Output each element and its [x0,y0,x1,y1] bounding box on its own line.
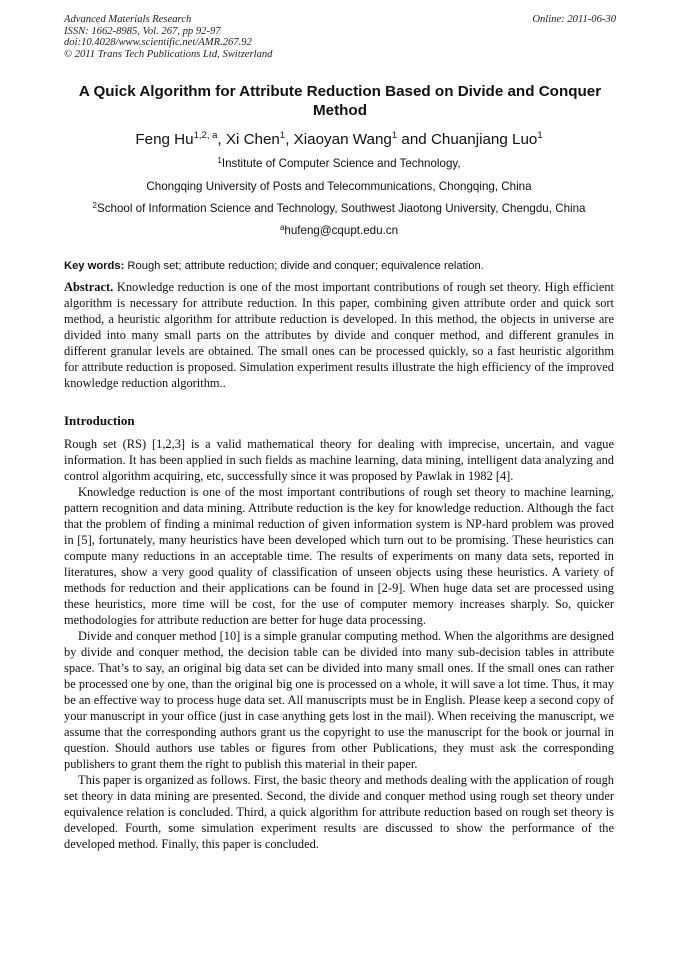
author-email [0,224,678,238]
affiliation-text: School of Information Science and Technology, Southwest Jiaotong University, Chengdu, China [96,202,586,215]
author-superscript: 1 [391,130,398,141]
author-list [0,131,678,149]
journal-name: Advanced Materials Research [64,14,192,25]
journal-header [64,14,616,60]
affiliation-text: Chongqing University of Posts and Telecommunications, Chongqing, China [146,180,532,193]
author-separator: and [397,131,431,148]
affiliation-marker: 1 [217,156,222,165]
journal-doi: doi:10.4028/www.scientific.net/AMR.267.92 [64,37,252,48]
journal-issn: ISSN: 1662-8985, Vol. 267, pp 92-97 [64,25,221,37]
keywords-label: Key words: [64,260,125,272]
author-superscript: 1 [537,130,543,141]
email-marker: a [279,223,285,232]
paragraph: This paper is organized as follows. First, the basic theory and methods dealing with the application of rough set theory in data mining are presented. Second, the divide and conquer method using rough set theory under equivalence relation is concluded. Third, a quick algorithm for attribute reduction based on rough set theory is developed. Fourth, some simulation experiment results are discussed to show the performance of the developed method. Finally, this paper is concluded. [64,773,614,851]
introduction-body [64,436,614,852]
paragraph: Divide and conquer method [10] is a simple granular computing method. When the algorithms are designed by divide and conquer method, the decision table can be divided into many sub-decision tables in attribute space. That’s to say, an original big data set can be divided into many small ones. If the small ones can rather be processed one by one, than the original big one is processed on a whole, it will save a lot time. Thus, it may be an effective way to process huge data set. All manuscripts must be in English. Please keep a second copy of your manuscript in your office (just in case anything gets lost in the mail). When receiving the manuscript, we assume that the corresponding authors grant us the copyright to use the manuscript for the book or journal in question. Should authors use tables or figures from other Publications, they must ask the corresponding publishers to grant them the right to publish this material in their paper. [64,629,614,771]
affiliation-1-line-2 [0,180,678,194]
online-date: Online: 2011-06-30 [532,14,616,25]
author-name: Xi Chen [225,131,280,148]
email-address: hufeng@cqupt.edu.cn [284,224,399,237]
section-heading-introduction: Introduction [64,413,135,428]
author-name: Chuanjiang Luo [430,131,538,148]
affiliation-marker: 2 [92,201,97,210]
author-name: Xiaoyan Wang [293,131,392,148]
abstract [64,279,614,391]
affiliation-1-line-1 [0,157,678,171]
paragraph: Rough set (RS) [1,2,3] is a valid mathematical theory for dealing with imprecise, uncertain, and vague information. It has been applied in such fields as machine learning, data mining, intelligent data analyzing and control algorithm acquiring, etc, successfully since it was proposed by Pawlak in 1982 [4]. [64,437,614,483]
paper-title: A Quick Algorithm for Attribute Reduction Based on Divide and Conquer Method [78,83,602,119]
journal-copyright: © 2011 Trans Tech Publications Ltd, Switzerland [64,48,273,60]
author-separator: , [217,131,226,148]
author-superscript: 1 [279,130,286,141]
keywords-text: Rough set; attribute reduction; divide and conquer; equivalence relation. [124,260,484,272]
abstract-text: Knowledge reduction is one of the most important contributions of rough set theory. High efficient algorithm is necessary for attribute reduction. In this paper, combining given attribute order and quick sort method, a heuristic algorithm for attribute reduction is developed. In this method, the objects in universe are divided into many small parts on the attributes by divide and conquer method, and different granules in different granular levels are obtained. The small ones can be processed quickly, so a fast heuristic algorithm for attribute reduction is proposed. Simulation experiment results illustrate the high efficiency of the improved knowledge reduction algorithm.. [64,280,614,390]
abstract-label: Abstract. [64,280,114,294]
affiliation-text: Institute of Computer Science and Technology, [221,157,461,170]
author-name: Feng Hu [135,131,194,148]
keywords [64,259,624,273]
paragraph: Knowledge reduction is one of the most important contributions of rough set theory to machine learning, pattern recognition and data mining. Attribute reduction is the key for knowledge reduction. Although the fact that the problem of finding a minimal reduction of given information system is NP-hard problem was proved in [5], fortunately, many heuristics have been developed which turn out to be promising. These heuristics can compute many reductions in an acceptable time. The results of experiments on many data sets, reported in literatures, show a very good quality of classification of unseen objects using these heuristics. A variety of methods for reduction and their applications can be found in [2-9]. When huge data set are processed using these heuristics, more time will be cost, for the use of computer memory increases sharply. So, quicker methodologies for attribute reduction are better for huge data processing. [64,485,614,627]
affiliation-2 [0,202,678,216]
author-superscript: 1,2, a [193,130,218,141]
author-separator: , [285,131,294,148]
